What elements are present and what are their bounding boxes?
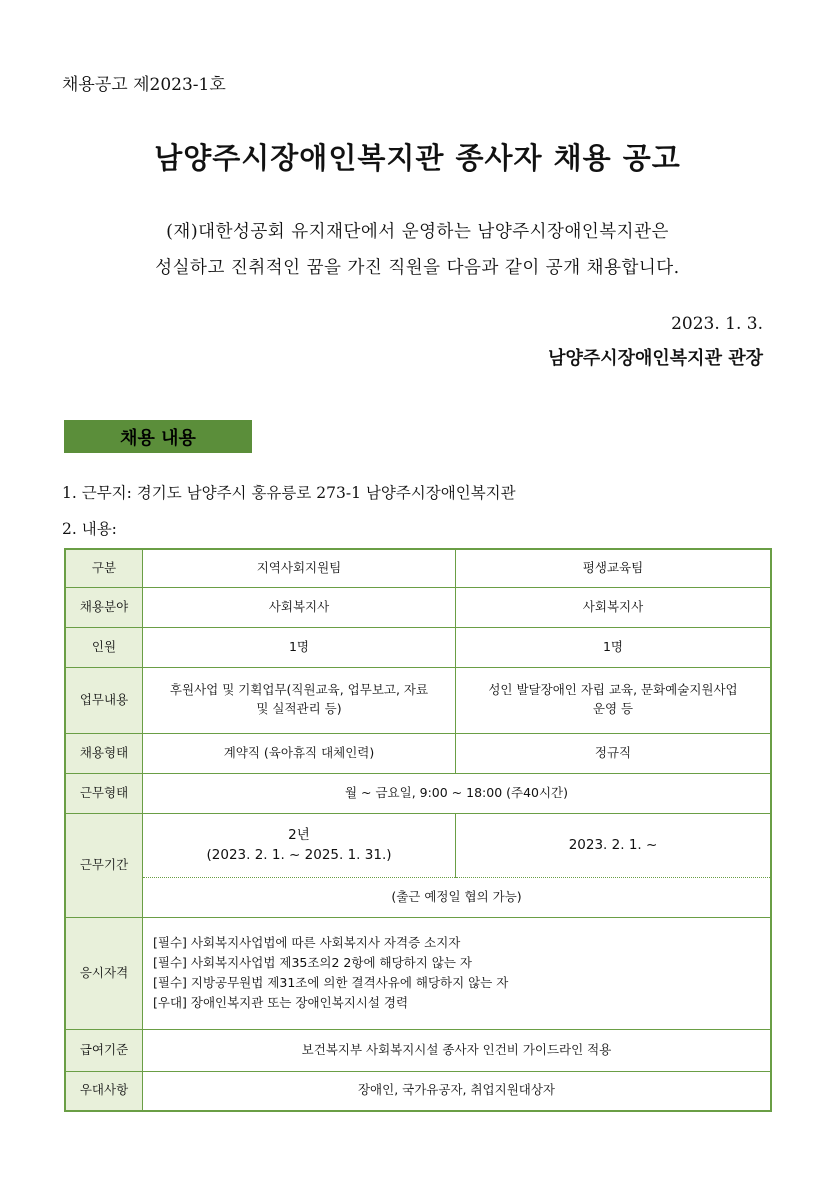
table-cell xyxy=(143,917,772,1029)
table-cell: 2023. 2. 1. ~ xyxy=(456,813,772,877)
row-label: 근무기간 xyxy=(65,813,143,917)
table-cell: 계약직 (육아휴직 대체인력) xyxy=(143,733,456,773)
team-lifelong-education: 평생교육팀 xyxy=(456,549,772,587)
table-row-work-type xyxy=(65,773,771,813)
table-row-headcount xyxy=(65,627,771,667)
row-label: 채용분야 xyxy=(65,587,143,627)
table-row-duties xyxy=(65,667,771,733)
table-row-work-period xyxy=(65,813,771,877)
row-label: 응시자격 xyxy=(65,917,143,1029)
qualification-line: [필수] 지방공무원법 제31조에 의한 결격사유에 해당하지 않는 자 xyxy=(153,975,509,990)
table-cell: 보건복지부 사회복지시설 종사자 인건비 가이드라인 적용 xyxy=(143,1029,772,1071)
table-row-preference xyxy=(65,1071,771,1111)
table-row-salary xyxy=(65,1029,771,1071)
content-item: 2. 내용: xyxy=(62,520,117,538)
table-row-header xyxy=(65,549,771,587)
section-title-recruitment: 채용 내용 xyxy=(64,420,252,453)
qualification-line: [필수] 사회복지사업법에 따른 사회복지사 자격증 소지자 xyxy=(153,935,461,950)
table-cell: 사회복지사 xyxy=(456,587,772,627)
cell-line: 운영 등 xyxy=(592,701,634,716)
notice-date: 2023. 1. 3. xyxy=(671,314,763,334)
cell-line: 후원사업 및 기획업무(직원교육, 업무보고, 자료 xyxy=(169,682,429,698)
qualification-line: [필수] 사회복지사업법 제35조의2 2항에 해당하지 않는 자 xyxy=(153,955,472,970)
qualification-line: [우대] 장애인복지관 또는 장애인복지시설 경력 xyxy=(153,995,409,1010)
table-cell: 사회복지사 xyxy=(143,587,456,627)
table-row-work-period-note xyxy=(65,877,771,917)
issuer-director: 남양주시장애인복지관 관장 xyxy=(548,348,763,369)
cell-line: 2년 xyxy=(288,826,310,843)
table-cell: 정규직 xyxy=(456,733,772,773)
table-cell xyxy=(456,667,772,733)
notice-number: 채용공고 제2023-1호 xyxy=(62,75,226,95)
intro-line-1: (재)대한성공회 유지재단에서 운영하는 남양주시장애인복지관은 xyxy=(166,222,669,242)
row-label: 근무형태 xyxy=(65,773,143,813)
table-cell: (출근 예정일 협의 가능) xyxy=(143,877,772,917)
table-row-qualifications xyxy=(65,917,771,1029)
row-label: 우대사항 xyxy=(65,1071,143,1111)
intro-line-2: 성실하고 진취적인 꿈을 가진 직원을 다음과 같이 공개 채용합니다. xyxy=(155,258,680,278)
table-cell: 1명 xyxy=(143,627,456,667)
row-label: 업무내용 xyxy=(65,667,143,733)
row-label: 급여기준 xyxy=(65,1029,143,1071)
table-row-employment-type xyxy=(65,733,771,773)
table-cell xyxy=(143,813,456,877)
row-label: 인원 xyxy=(65,627,143,667)
team-community-support: 지역사회지원팀 xyxy=(143,549,456,587)
table-row-field xyxy=(65,587,771,627)
row-label: 구분 xyxy=(65,549,143,587)
table-cell: 월 ~ 금요일, 9:00 ~ 18:00 (주40시간) xyxy=(143,773,772,813)
page-title: 남양주시장애인복지관 종사자 채용 공고 xyxy=(154,141,681,175)
recruitment-table xyxy=(64,548,772,1112)
row-label: 채용형태 xyxy=(65,733,143,773)
table-cell xyxy=(143,667,456,733)
cell-line: 및 실적관리 등) xyxy=(256,701,342,716)
cell-line: (2023. 2. 1. ~ 2025. 1. 31.) xyxy=(206,847,392,863)
table-cell: 1명 xyxy=(456,627,772,667)
cell-line: 성인 발달장애인 자립 교육, 문화예술지원사업 xyxy=(488,682,738,698)
table-cell: 장애인, 국가유공자, 취업지원대상자 xyxy=(143,1071,772,1111)
workplace-item: 1. 근무지: 경기도 남양주시 홍유릉로 273-1 남양주시장애인복지관 xyxy=(62,484,516,502)
